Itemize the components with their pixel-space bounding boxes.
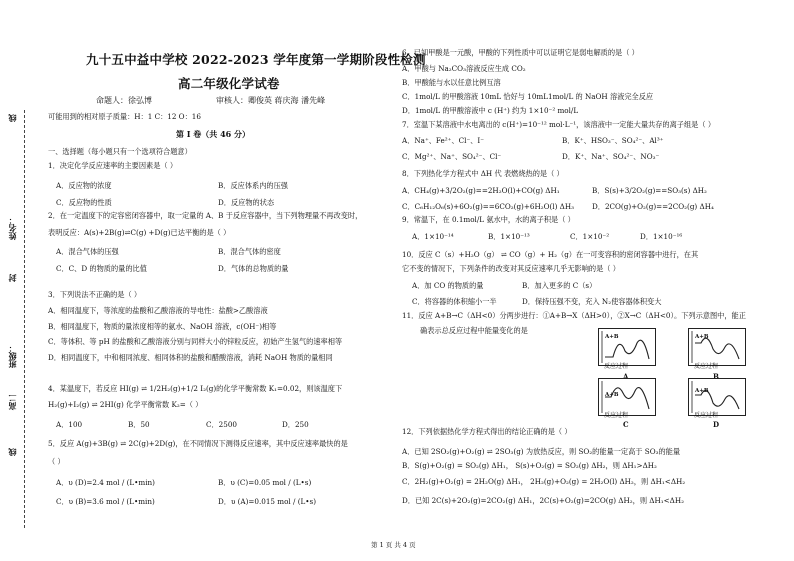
diagram-a-label: A bbox=[623, 372, 629, 381]
q10-option-a: A．加 CO 的物质的量 bbox=[412, 281, 484, 290]
q1-option-d: D．反应物的状态 bbox=[218, 198, 275, 207]
q4-option-c: C．2500 bbox=[206, 420, 237, 429]
q9-option-a: A．1×10⁻¹⁴ bbox=[412, 232, 454, 241]
q3-option-c: C．等体积、等 pH 的盐酸和乙酸溶液分别与同样大小的锌粒反应，初始产生氢气的速率相等 bbox=[48, 337, 343, 346]
question-1: 1．决定化学反应速率的主要因素是（ ） bbox=[48, 161, 178, 170]
binding-seal-label: 封 bbox=[7, 274, 17, 282]
diagram-b-axis: 反应过程 bbox=[694, 363, 719, 370]
q6-option-d: D．1mol/L 的甲酸溶液中 c (H⁺) 约为 1×10⁻² mol/L bbox=[402, 106, 579, 115]
question-5-line-2: （ ） bbox=[48, 457, 65, 466]
q4-option-b: B．50 bbox=[128, 420, 150, 429]
q3-option-a: A．相同温度下，等浓度的盐酸和乙酸溶液的导电性：盐酸>乙酸溶液 bbox=[48, 306, 268, 315]
energy-diagram-a bbox=[598, 328, 656, 366]
q12-option-c: C．2H₂(g)+O₂(g) = 2H₂O(g) ΔH₁， 2H₂(g)+O₂(g) = 2H₂O(l) ΔH₂，则 ΔH₁<ΔH₂ bbox=[402, 477, 686, 486]
diagram-d-inner: A+B bbox=[695, 388, 709, 394]
q3-option-d: D．相同温度下，中和相同浓度、相同体积的盐酸和醋酸溶液，消耗 NaOH 物质的量相同 bbox=[48, 353, 333, 362]
energy-diagram-c bbox=[598, 378, 656, 416]
q2-option-b: B．混合气体的密度 bbox=[218, 247, 281, 256]
diagram-c-inner: A+B bbox=[605, 392, 619, 398]
question-11-line-2: 确表示总反应过程中能量变化的是 bbox=[420, 326, 528, 335]
energy-diagram-d bbox=[688, 378, 746, 416]
diagram-d-axis: 反应过程 bbox=[694, 412, 719, 419]
energy-diagram-b bbox=[688, 328, 746, 366]
q9-option-c: C．1×10⁻² bbox=[570, 232, 610, 241]
question-7: 7．室温下某溶液中水电离出的 c(H⁺)=10⁻¹² mol·L⁻¹，该溶液中一定能大量共存的离子组是（ ） bbox=[402, 120, 716, 129]
reviewer-line: 审核人：卿俊英 蒋庆海 潘先峰 bbox=[216, 96, 326, 105]
atomic-masses: 可能用到的相对原子质量：H：1 C：12 O：16 bbox=[48, 112, 201, 121]
q7-option-c: C．Mg²⁺、Na⁺、SO₄²⁻、Cl⁻ bbox=[402, 152, 502, 161]
q2-option-d: D．气体的总物质的量 bbox=[218, 264, 289, 273]
question-5-line-1: 5．反应 A(g)+3B(g) ⇌ 2C(g)+2D(g)，在不同情况下测得反应速率，其中反应速率最快的是 bbox=[48, 439, 348, 448]
q8-option-b: B．S(s)+3/2O₂(g)==SO₃(s) ΔH₂ bbox=[592, 186, 707, 195]
question-12: 12．下列依据热化学方程式得出的结论正确的是（ ） bbox=[402, 427, 572, 436]
question-2-line-2: 表明反应：A(s)+2B(g)⇌C(g) +D(g)已达平衡的是（ ） bbox=[48, 228, 231, 237]
diagram-b-label: B bbox=[713, 372, 719, 381]
section-instruction: 一、选择题（每小题只有一个选项符合题意） bbox=[48, 147, 192, 156]
diagram-b-inner: A+B bbox=[695, 334, 709, 340]
question-3: 3．下列说法不正确的是（ ） bbox=[48, 290, 142, 299]
binding-grade-label: 高二 bbox=[7, 394, 17, 410]
q5-option-b: B．υ (C)=0.05 mol / (L•s) bbox=[218, 478, 312, 487]
binding-name-label: 姓名： bbox=[7, 216, 17, 240]
q5-option-d: D．υ (A)=0.015 mol / (L•s) bbox=[218, 497, 317, 506]
diagram-c-label: C bbox=[623, 420, 629, 429]
binding-line-label: 线 bbox=[7, 114, 17, 122]
question-10-line-2: 它不变的情况下，下列条件的改变对其反应速率几乎无影响的是（ ） bbox=[402, 264, 620, 273]
q6-option-b: B．甲酸能与水以任意比例互溶 bbox=[402, 78, 501, 87]
question-8: 8．下列热化学方程式中 ΔH 代 表燃烧热的是（ ） bbox=[402, 169, 564, 178]
diagram-c-axis: 反应过程 bbox=[604, 412, 629, 419]
author-line: 命题人：徐弘博 bbox=[96, 96, 152, 105]
q10-option-b: B．加入更多的 C（s） bbox=[522, 281, 597, 290]
question-10-line-1: 10．反应 C（s）+H₂O（g） ⇌ CO（g）+ H₂（g）在一可变容积的密闭容器中进行，在其 bbox=[402, 250, 699, 259]
binding-line-label-2: 线 bbox=[7, 448, 17, 456]
question-11-line-1: 11．反应 A+B→C（ΔH<0）分两步进行：①A+B→X（ΔH>0），②X→C（ΔH<0）。下列示意图中，能正 bbox=[402, 311, 746, 320]
q2-option-c: C．C、D 的物质的量的比值 bbox=[56, 264, 147, 273]
q1-option-a: A．反应物的浓度 bbox=[56, 181, 112, 190]
q10-option-c: C．将容器的体积缩小一半 bbox=[412, 297, 497, 306]
question-2-line-1: 2．在一定温度下的定容密闭容器中，取一定量的 A、B 于反应容器中，当下列物理量不再改变时， bbox=[48, 211, 363, 220]
q8-option-d: D．2CO(g)+O₂(g)==2CO₂(g) ΔH₄ bbox=[592, 202, 714, 211]
diagram-d-label: D bbox=[713, 420, 720, 429]
q7-option-b: B．K⁺、HSO₃⁻、SO₄²⁻、Al³⁺ bbox=[562, 136, 664, 145]
energy-curve-d bbox=[689, 379, 745, 415]
q8-option-a: A．CH₄(g)+3/2O₂(g)==2H₂O(l)+CO(g) ΔH₁ bbox=[402, 186, 560, 195]
q1-option-c: C．反应物的性质 bbox=[56, 198, 112, 207]
q10-option-d: D．保持压强不变，充入 N₂使容器体积变大 bbox=[522, 297, 662, 306]
q12-option-b: B．S(g)+O₂(g) = SO₂(g) ΔH₁， S(s)+O₂(g) = SO₂(g) ΔH₂，则 ΔH₁>ΔH₂ bbox=[402, 461, 657, 470]
q4-option-a: A．100 bbox=[56, 420, 83, 429]
diagram-a-inner: A+B bbox=[605, 334, 619, 340]
question-9: 9．常温下，在 0.1mol/L 氨水中，水的离子积是（ ） bbox=[402, 215, 575, 224]
q5-option-a: A．υ (D)=2.4 mol / (L•min) bbox=[56, 478, 155, 487]
section-title: 第 Ⅰ 卷（共 46 分） bbox=[176, 129, 251, 139]
binding-line bbox=[24, 110, 25, 528]
q12-option-d: D．已知 2C(s)+2O₂(g)=2CO₂(g) ΔH₁，2C(s)+O₂(g)=2CO(g) ΔH₂，则 ΔH₁<ΔH₂ bbox=[402, 496, 685, 505]
q5-option-c: C．υ (B)=3.6 mol / (L•min) bbox=[56, 497, 155, 506]
exam-title: 九十五中益中学校 2022-2023 学年度第一学期阶段性检测 bbox=[86, 52, 426, 67]
q1-option-b: B．反应体系内的压强 bbox=[218, 181, 288, 190]
q9-option-b: B．1×10⁻¹³ bbox=[488, 232, 530, 241]
q8-option-c: C．C₆H₁₂O₆(s)+6O₂(g)==6CO₂(g)+6H₂O(l) ΔH₃ bbox=[402, 202, 575, 211]
question-4-line-2: H₂(g)+I₂(g) ⇌ 2HI(g) 化学平衡常数 K₂=（ ） bbox=[48, 400, 203, 409]
q9-option-d: D．1×10⁻¹⁶ bbox=[640, 232, 683, 241]
q12-option-a: A．已知 2SO₂(g)+O₂(g) ⇌ 2SO₃(g) 为放热反应，则 SO₂的能量一定高于 SO₃的能量 bbox=[402, 447, 681, 456]
q7-option-a: A．Na⁺、Fe²⁺、Cl⁻、I⁻ bbox=[402, 136, 485, 145]
question-4-line-1: 4．某温度下，若反应 HI(g) ⇌ 1/2H₂(g)+1/2 I₂(g)的化学平衡常数 K₁=0.02，则该温度下 bbox=[48, 384, 343, 393]
question-6: 6．已知甲酸是一元酸，甲酸的下列性质中可以证明它是弱电解质的是（ ） bbox=[402, 48, 639, 57]
diagram-a-axis: 反应过程 bbox=[604, 363, 629, 370]
q4-option-d: D．250 bbox=[282, 420, 309, 429]
q2-option-a: A．混合气体的压强 bbox=[56, 247, 119, 256]
q6-option-c: C．1mol/L 的甲酸溶液 10mL 恰好与 10mL1mol/L 的 NaOH 溶液完全反应 bbox=[402, 92, 654, 101]
q3-option-b: B．相同温度下，物质的量浓度相等的氨水、NaOH 溶液，c(OH⁻)相等 bbox=[48, 322, 277, 331]
page-number: 第 1 页 共 4 页 bbox=[371, 541, 416, 549]
binding-class-label: 班级： bbox=[7, 344, 17, 368]
q6-option-a: A．甲酸与 Na₂CO₃溶液反应生成 CO₂ bbox=[402, 64, 526, 73]
q7-option-d: D．K⁺、Na⁺、SO₄²⁻、NO₃⁻ bbox=[562, 152, 660, 161]
exam-subtitle: 高二年级化学试卷 bbox=[178, 76, 280, 91]
